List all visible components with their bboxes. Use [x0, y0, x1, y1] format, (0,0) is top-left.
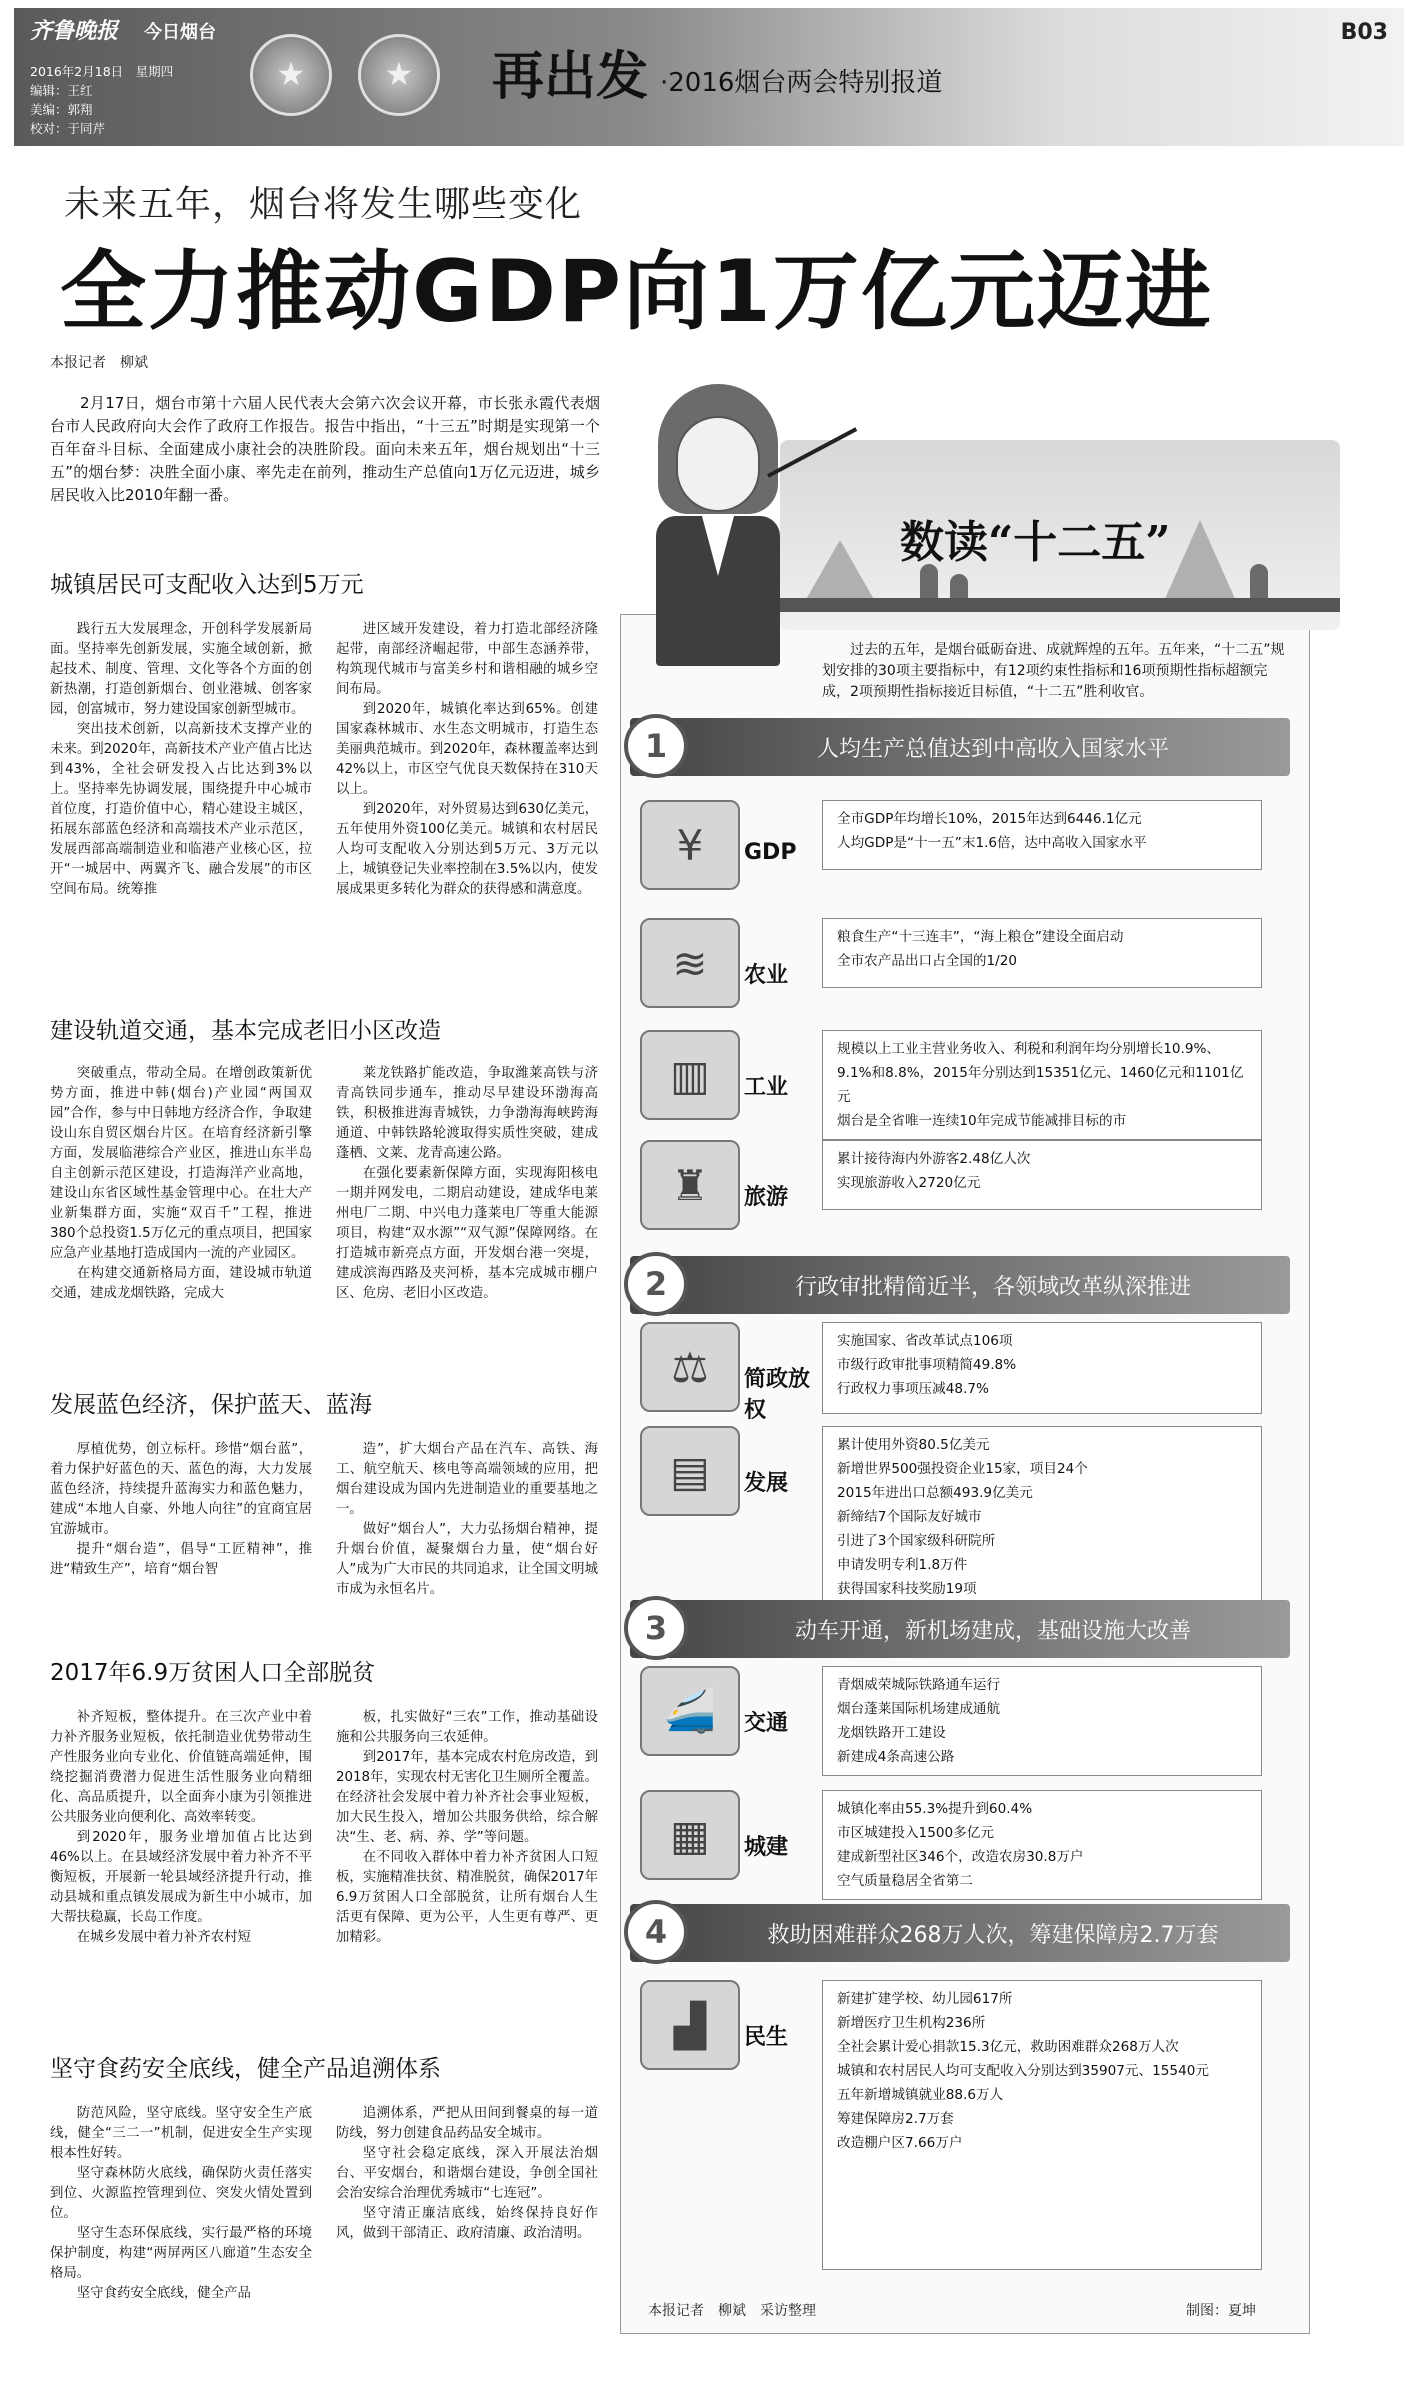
paragraph: 防范风险，坚守底线。坚守安全生产底线，健全“三二一”机制，促进安全生产实现根本性好转。	[50, 2106, 312, 2161]
section-name: 今日烟台	[144, 22, 216, 43]
stat-box	[822, 1322, 1262, 1414]
page-number: B03	[1340, 20, 1388, 45]
paragraph: 造”，扩大烟台产品在汽车、高铁、海工、航空航天、核电等高端领域的应用，把烟台建设成为国内先进制造业的重要基地之一。	[336, 1442, 598, 1517]
stat-category	[640, 1312, 820, 1422]
stat-category	[640, 790, 820, 900]
designer-credit: 美编：郭翔	[30, 102, 93, 117]
stat-line: 新建成4条高速公路	[837, 1749, 955, 1765]
text-column	[336, 2104, 598, 2304]
paragraph: 在构建交通新格局方面，建设城市轨道交通，建成龙烟铁路，完成大	[50, 1266, 312, 1301]
stat-line: 筹建保障房2.7万套	[837, 2111, 954, 2127]
buildings-icon: ▦	[640, 1790, 740, 1880]
stat-line: 粮食生产“十三连丰”，“海上粮仓”建设全面启动	[837, 929, 1124, 945]
stat-line: 实现旅游收入2720亿元	[837, 1175, 981, 1191]
category-label: 农业	[744, 963, 789, 988]
stat-box	[822, 1790, 1262, 1900]
stat-box	[822, 1030, 1262, 1140]
paragraph: 突破重点，带动全局。在增创政策新优势方面，推进中韩(烟台)产业园“两国双园”合作，参与中日韩地方经济合作，争取建设山东自贸区烟台片区。在培育经济新引擎方面，发展临港综合产业区，推进山东半岛自主创新示范区建设，打造海洋产业高地，建设山东省区域性基金管理中心。在壮大产业新集群方面，实施“双百千”工程，推进380个总投资1.5万亿元的重点项目，把国家应急产业基地打造成国内一流的产业园区。	[50, 1066, 312, 1261]
text-column	[50, 1440, 312, 1600]
stat-line: 建成新型社区346个，改造农房30.8万户	[837, 1849, 1084, 1865]
stat-group-header	[630, 1600, 1290, 1658]
paragraph: 坚守森林防火底线，确保防火责任落实到位、火源监控管理到位、突发火情处置到位。	[50, 2166, 312, 2221]
category-label: 民生	[744, 2025, 789, 2050]
group-number-badge: 1	[624, 714, 688, 778]
section-heading: 发展蓝色经济，保护蓝天、蓝海	[50, 1392, 372, 1418]
category-label: 交通	[744, 1711, 789, 1736]
text-column	[50, 2104, 312, 2304]
category-label: 发展	[744, 1471, 789, 1496]
section-heading: 坚守食药安全底线，健全产品追溯体系	[50, 2056, 441, 2082]
paragraph: 坚守生态环保底线，实行最严格的环境保护制度，构建“两屏两区八廊道”生态安全格局。	[50, 2226, 312, 2281]
text-column	[50, 620, 312, 900]
section-heading: 建设轨道交通，基本完成老旧小区改造	[50, 1018, 441, 1044]
paragraph: 到2017年，基本完成农村危房改造，到2018年，实现农村无害化卫生厕所全覆盖。在经济社会发展中着力补齐社会事业短板，加大民生投入，增加公共服务供给，综合解决“生、老、病、养、学”等问题。	[336, 1750, 598, 1845]
group-number-badge: 2	[624, 1252, 688, 1316]
infographic-title: 数读“十二五”	[900, 517, 1171, 568]
issue-meta	[30, 62, 240, 138]
category-label: 旅游	[744, 1185, 789, 1210]
article-byline: 本报记者 柳斌	[50, 355, 148, 371]
paragraph: 做好“烟台人”，大力弘扬烟台精神，提升烟台价值，凝聚烟台力量，使“烟台好人”成为广大市民的共同追求，让全国文明城市成为永恒名片。	[336, 1522, 598, 1597]
paragraph: 到2020年，对外贸易达到630亿美元，五年使用外资100亿美元。城镇和农村居民人均可支配收入分别达到5万元、3万元以上，城镇登记失业率控制在3.5%以内，使发展成果更多转化为群众的获得感和满意度。	[336, 802, 598, 897]
money-bag-icon: ¥	[640, 800, 740, 890]
stat-line: 规模以上工业主营业务收入、利税和利润年均分别增长10.9%、9.1%和8.8%，2015年分别达到15351亿元、1460亿元和1101亿元	[837, 1041, 1244, 1105]
stat-category	[640, 908, 820, 1018]
mountain-icon	[1160, 520, 1240, 610]
paragraph: 坚守社会稳定底线，深入开展法治烟台、平安烟台，和谐烟台建设，争创全国社会治安综合治理优秀城市“七连冠”。	[336, 2146, 598, 2201]
stat-line: 实施国家、省改革试点106项	[837, 1333, 1013, 1349]
stat-line: 烟台是全省唯一连续10年完成节能减排目标的市	[837, 1113, 1127, 1129]
stat-line: 新缔结7个国际友好城市	[837, 1509, 982, 1525]
paragraph: 到2020年，城镇化率达到65%。创建国家森林城市、水生态文明城市，打造生态美丽典范城市。到2020年，森林覆盖率达到42%以上，市区空气优良天数保持在310天以上。	[336, 702, 598, 797]
stat-line: 市级行政审批事项精简49.8%	[837, 1357, 1017, 1373]
paragraph: 追溯体系，严把从田间到餐桌的每一道防线，努力创建食品药品安全城市。	[336, 2106, 598, 2141]
text-column	[336, 1440, 598, 1600]
stamp-icon: ⚖	[640, 1322, 740, 1412]
group-title: 行政审批精简近半，各领域改革纵深推进	[794, 1275, 1191, 1300]
stat-line: 2015年进出口总额493.9亿美元	[837, 1485, 1033, 1501]
stat-category	[640, 1130, 820, 1240]
national-emblem-icon	[250, 34, 332, 116]
category-label: 简政放权	[744, 1367, 811, 1423]
special-report-title: 再出发	[492, 46, 649, 107]
stat-line: 累计使用外资80.5亿美元	[837, 1437, 990, 1453]
stat-line: 城镇和农村居民人均可支配收入分别达到35907元、15540元	[837, 2063, 1209, 2079]
stat-box	[822, 1140, 1262, 1210]
section-body	[50, 1708, 598, 1948]
lighthouse-icon: ♜	[640, 1140, 740, 1230]
stat-group-header	[630, 1256, 1290, 1314]
paragraph: 坚守清正廉洁底线，始终保持良好作风，做到干部清正、政府清廉、政治清明。	[336, 2206, 598, 2241]
stat-line: 新增医疗卫生机构236所	[837, 2015, 986, 2031]
text-column	[336, 1708, 598, 1948]
reporter-credit: 本报记者 柳斌 采访整理	[648, 2303, 816, 2319]
stat-line: 行政权力事项压减48.7%	[837, 1381, 989, 1397]
section-body	[50, 2104, 598, 2304]
stat-category	[640, 1656, 820, 1766]
text-column	[50, 1064, 312, 1304]
stat-line: 龙烟铁路开工建设	[837, 1725, 946, 1741]
stat-box	[822, 1980, 1262, 2270]
section-body	[50, 620, 598, 900]
text-column	[336, 620, 598, 900]
section-heading: 2017年6.9万贫困人口全部脱贫	[50, 1660, 376, 1686]
paragraph: 厚植优势，创立标杆。珍惜“烟台蓝”，着力保护好蓝色的天、蓝色的海，大力发展蓝色经济，持续提升蓝海实力和蓝色魅力，建成“本地人自豪、外地人向往”的宜商宜居宜游城市。	[50, 1442, 312, 1537]
paragraph: 补齐短板，整体提升。在三次产业中着力补齐服务业短板，依托制造业优势带动生产性服务业向专业化、价值链高端延伸，围绕挖掘消费潜力促进生活性服务业向精细化、高品质提升，以全面奔小康为引领推进公共服务业向便利化、高效率转变。	[50, 1710, 312, 1825]
stat-line: 全市GDP年均增长10%，2015年达到6446.1亿元	[837, 811, 1142, 827]
section-body	[50, 1064, 598, 1304]
farmland-icon: ≋	[640, 918, 740, 1008]
masthead	[14, 8, 1404, 146]
text-column	[336, 1064, 598, 1304]
proofreader-credit: 校对：于同芹	[30, 121, 106, 136]
stat-group-header	[630, 1904, 1290, 1962]
paragraph: 在城乡发展中着力补齐农村短	[76, 1930, 251, 1945]
factory-icon: ▥	[640, 1030, 740, 1120]
newspaper-name: 齐鲁晚报	[30, 18, 119, 44]
stat-box	[822, 800, 1262, 870]
stat-line: 累计接待海内外游客2.48亿人次	[837, 1151, 1031, 1167]
paragraph: 突出技术创新，以高新技术支撑产业的未来。到2020年，高新技术产业产值占比达到43%，全社会研发投入占比达到3%以上。坚持率先协调发展，围绕提升中心城市首位度，打造价值中心，精心建设主城区，拓展东部蓝色经济和高端技术产业示范区，发展西部高端制造业和临港产业核心区，拉开“一城居中、两翼齐飞、融合发展”的市区空间布局。统筹推	[50, 722, 312, 897]
group-number-badge: 3	[624, 1596, 688, 1660]
stat-line: 烟台蓬莱国际机场建成通航	[837, 1701, 1001, 1717]
stat-group-header	[630, 718, 1290, 776]
paragraph: 提升“烟台造”，倡导“工匠精神”，推进“精致生产”，培育“烟台智	[50, 1542, 312, 1577]
stat-box	[822, 1666, 1262, 1776]
cppcc-emblem-icon	[358, 34, 440, 116]
stat-line: 人均GDP是“十一五”末1.6倍，达中高收入国家水平	[837, 835, 1147, 851]
stat-category	[640, 1780, 820, 1890]
paragraph: 践行五大发展理念，开创科学发展新局面。坚持率先创新发展，实施全域创新，掀起技术、制度、管理、文化等各个方面的创新热潮，打造创新烟台、创业港城、创客家园，创富城市，努力建设国家创新型城市。	[50, 622, 312, 717]
stat-line: 引进了3个国家级科研院所	[837, 1533, 996, 1549]
category-label: 城建	[744, 1835, 789, 1860]
city-skyline-icon: ▟	[640, 1980, 740, 2070]
paragraph: 坚守食药安全底线，健全产品	[76, 2286, 251, 2301]
stat-box	[822, 1426, 1262, 1622]
article-headline: 全力推动GDP向1万亿元迈进	[60, 242, 1213, 342]
section-heading: 城镇居民可支配收入达到5万元	[50, 572, 364, 598]
stat-line: 全社会累计爱心捐款15.3亿元，救助困难群众268万人次	[837, 2039, 1179, 2055]
graphic-credit: 制图：夏坤	[1186, 2303, 1256, 2319]
paragraph: 板，扎实做好“三农”工作，推动基础设施和公共服务向三农延伸。	[336, 1710, 598, 1745]
paragraph: 到2020年，服务业增加值占比达到46%以上。在县域经济发展中着力补齐不平衡短板，开展新一轮县域经济提升行动，推动县城和重点镇发展成为新生中小城市，加大帮扶稳赢，长岛工作度。	[50, 1830, 312, 1925]
stat-category	[640, 1416, 820, 1526]
group-title: 人均生产总值达到中高收入国家水平	[816, 737, 1169, 762]
group-number-badge: 4	[624, 1900, 688, 1964]
stat-line: 全市农产品出口占全国的1/20	[837, 953, 1018, 969]
stat-line: 五年新增城镇就业88.6万人	[837, 2087, 1004, 2103]
category-label: GDP	[744, 840, 797, 865]
group-title: 救助困难群众268万人次，筹建保障房2.7万套	[767, 1923, 1219, 1948]
bullet-train-icon: 🚄	[640, 1666, 740, 1756]
paragraph: 莱龙铁路扩能改造，争取潍莱高铁与济青高铁同步通车，推动尽早建设环渤海高铁，积极推进海青城铁，力争渤海海峡跨海通道、中韩铁路轮渡取得实质性突破，建成蓬栖、文莱、龙青高速公路。	[336, 1066, 598, 1161]
stat-category	[640, 1020, 820, 1130]
section-body	[50, 1440, 598, 1600]
face-shape	[676, 416, 760, 512]
category-label: 工业	[744, 1075, 789, 1100]
article-kicker: 未来五年，烟台将发生哪些变化	[64, 184, 583, 225]
stat-line: 市区城建投入1500多亿元	[837, 1825, 994, 1841]
special-report-subtitle: ·2016烟台两会特别报道	[660, 68, 943, 98]
paragraph: 进区域开发建设，着力打造北部经济隆起带，南部经济崛起带，中部生态涵养带，构筑现代城市与富美乡村和谐相融的城乡空间布局。	[336, 622, 598, 697]
stat-line: 新增世界500强投资企业15家，项目24个	[837, 1461, 1088, 1477]
stat-line: 获得国家科技奖励19项	[837, 1581, 977, 1597]
issue-date: 2016年2月18日 星期四	[30, 64, 174, 79]
open-book-icon: ▤	[640, 1426, 740, 1516]
road-strip	[780, 598, 1340, 612]
stat-line: 青烟威荣城际铁路通车运行	[837, 1677, 1001, 1693]
article-intro: 2月17日，烟台市第十六届人民代表大会第六次会议开幕，市长张永霞代表烟台市人民政府向大会作了政府工作报告。报告中指出，“十三五”时期是实现第一个百年奋斗目标、全面建成小康社会的决胜阶段。面向未来五年，烟台规划出“十三五”的烟台梦：决胜全面小康、率先走在前列，推动生产总值向1万亿元迈进，城乡居民收入比2010年翻一番。	[50, 394, 600, 504]
stat-line: 城镇化率由55.3%提升到60.4%	[837, 1801, 1033, 1817]
editor-credit: 编辑：王红	[30, 83, 93, 98]
presenter-illustration	[628, 384, 808, 684]
text-column	[50, 1708, 312, 1948]
paragraph: 在不同收入群体中着力补齐贫困人口短板，实施精准扶贫、精准脱贫，确保2017年6.9万贫困人口全部脱贫，让所有烟台人生活更有保障、更为公平，人生更有尊严、更加精彩。	[336, 1850, 598, 1945]
stat-category	[640, 1970, 820, 2080]
stat-line: 改造棚户区7.66万户	[837, 2135, 963, 2151]
stat-box	[822, 918, 1262, 988]
infographic-intro: 过去的五年，是烟台砥砺奋进、成就辉煌的五年。五年来，“十二五”规划安排的30项主要指标中，有12项约束性指标和16项预期性指标超额完成，2项预期性指标接近目标值，“十二五”胜利收官。	[822, 642, 1285, 700]
group-title: 动车开通，新机场建成，基础设施大改善	[794, 1619, 1191, 1644]
stat-line: 新建扩建学校、幼儿园617所	[837, 1991, 1013, 2007]
stat-line: 空气质量稳居全省第二	[837, 1873, 973, 1889]
stat-line: 申请发明专利1.8万件	[837, 1557, 968, 1573]
paragraph: 在强化要素新保障方面，实现海阳核电一期并网发电，二期启动建设，建成华电莱州电厂二期、中兴电力蓬莱电厂等重大能源项目，构建“双水源”“双气源”保障网络。在打造城市新亮点方面，开发烟台港一突堤，建成滨海西路及夹河桥，基本完成城市棚户区、危房、老旧小区改造。	[336, 1166, 598, 1301]
